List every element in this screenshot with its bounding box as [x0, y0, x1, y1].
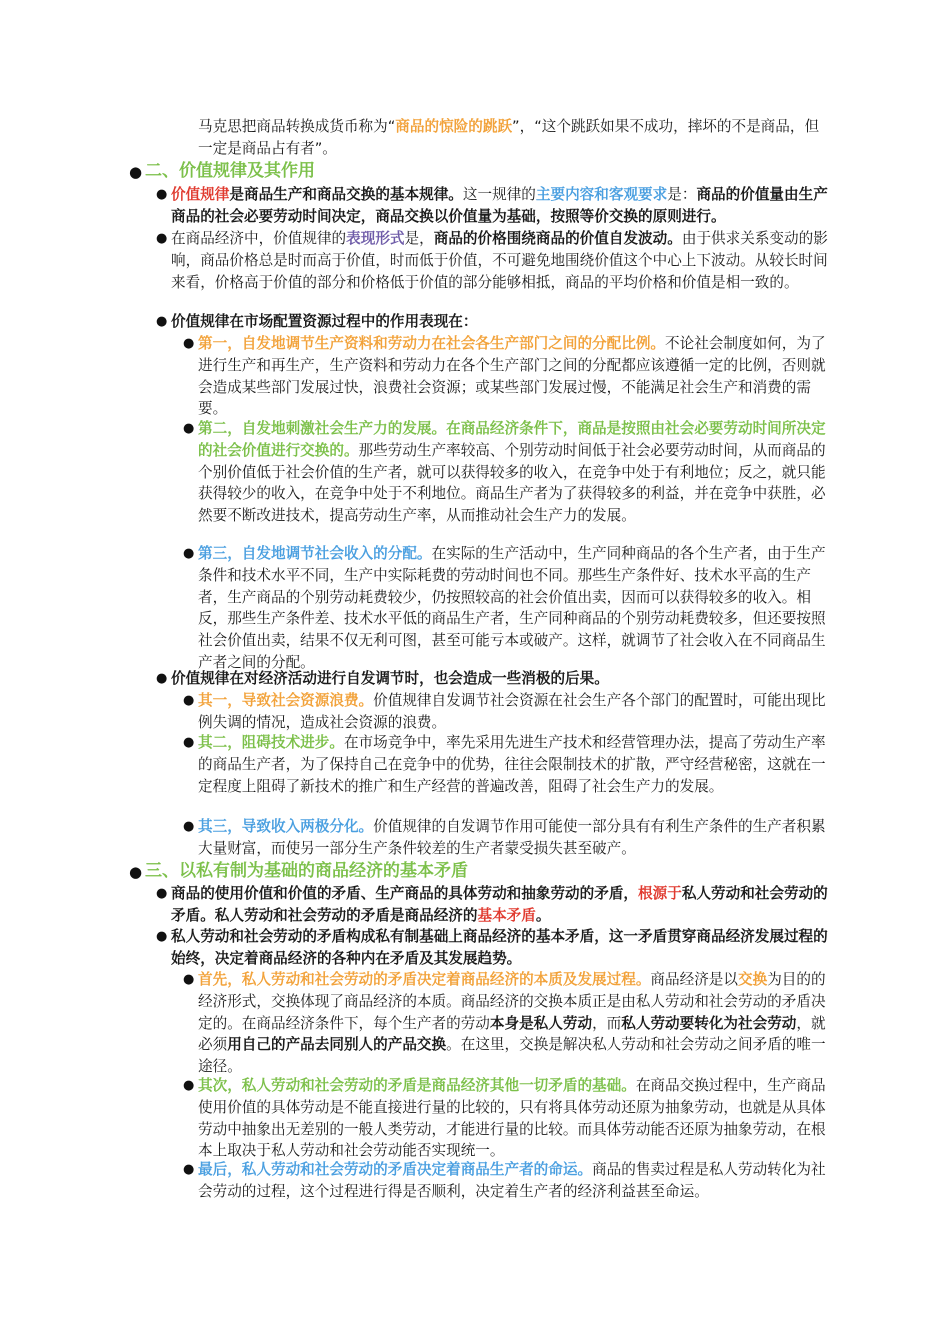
text: ，就必须: [198, 1014, 826, 1054]
bold-text: 。: [535, 906, 551, 924]
bullet-icon: ●: [183, 972, 195, 987]
bullet-icon: ●: [156, 671, 168, 686]
paragraph-negative: [171, 668, 835, 690]
contradiction-item-1: [198, 969, 826, 1078]
text: 价值规律的自发调节作用可能使一部分具有有利生产条件的生产者积累大量财富，而使另一部分生产条件较差的生产者蒙受损失甚至破产。: [198, 818, 826, 857]
text: 在商品经济中，价值规律的: [171, 230, 347, 247]
paragraph-value-law: [171, 184, 835, 228]
text: 商品的售卖过程是私人劳动转化为社会劳动的过程，这个过程进行得是否顺利，决定着生产者的经济利益甚至命运。: [198, 1161, 826, 1200]
bold-text: 价值规律在对经济活动进行自发调节时，也会造成一些消极的后果。: [171, 670, 609, 687]
section-heading-3: 三、以私有制为基础的商品经济的基本矛盾: [145, 861, 468, 881]
highlight-term: 第三，自发地调节社会收入的分配。: [198, 545, 432, 562]
role-item-1: [198, 333, 826, 420]
bold-text: 价值规律在市场配置资源过程中的作用表现在：: [171, 313, 478, 330]
negative-item-2: [198, 732, 826, 797]
bold-text: 私人劳动要转化为社会劳动: [621, 1014, 797, 1032]
text: 是：: [667, 186, 697, 203]
paragraph-contradiction: [171, 883, 835, 927]
bullet-icon: ●: [156, 187, 168, 202]
paragraph-role: [171, 311, 835, 333]
bullet-icon: ●: [183, 693, 195, 708]
role-item-3: [198, 543, 826, 674]
text: 为目的的经济形式，交换体现了商品经济的本质。商品经济的交换本质正是由私人劳动和社会劳动的矛盾决定的。在商品经济条件下，每个生产者的劳动: [198, 971, 826, 1032]
bold-text: 商品的价格围绕商品的价值自发波动。: [433, 230, 682, 247]
text: 那些劳动生产率较高、个别劳动时间低于社会必要劳动时间，从而商品的个别价值低于社会价值的生产者，就可以获得较多的收入，在竞争中处于有利地位；反之，就只能获得较少的收入，在竞争中处于不利地位。商品生产者为了获得较多的利益，并在竞争中获胜，必然要不断改进技术，提高劳动生产率，从而推动社会生产力的发展。: [198, 441, 826, 525]
text: 这一规律的: [462, 186, 536, 203]
bullet-icon: ●: [156, 314, 168, 329]
paragraph-value-form: [171, 228, 835, 293]
highlight-term: 根源于: [638, 885, 682, 902]
bold-text: 商品的价值量由生产商品的社会必要劳动时间决定，商品交换以价值量为基础，按照等价交换的原则进行。: [171, 186, 828, 225]
highlight-term: 表现形式: [346, 230, 405, 247]
contradiction-item-2: [198, 1075, 826, 1162]
bullet-icon: ●: [183, 336, 195, 351]
text: 马克思把商品转换成货币称为“: [198, 118, 396, 135]
bold-text: 商品的使用价值和价值的矛盾、生产商品的具体劳动和抽象劳动的矛盾，: [171, 885, 639, 902]
highlight-term: 其三，导致收入两极分化。: [198, 818, 374, 835]
highlight-term: 首先，私人劳动和社会劳动的矛盾决定着商品经济的本质及发展过程。: [198, 971, 651, 988]
contradiction-item-3: [198, 1159, 826, 1203]
text: 。在这里，交换是解决私人劳动和社会劳动之间矛盾的唯一途径。: [198, 1036, 826, 1076]
intro-paragraph: [198, 116, 826, 160]
bullet-icon: ●: [183, 1078, 195, 1093]
highlight-term: 最后，私人劳动和社会劳动的矛盾决定着商品生产者的命运。: [198, 1161, 593, 1178]
negative-item-3: [198, 816, 826, 860]
highlight-term: 其次，私人劳动和社会劳动的矛盾是商品经济其他一切矛盾的基础。: [198, 1077, 636, 1094]
bullet-icon: ●: [156, 886, 168, 901]
bold-text: 用自己的产品去同别人的产品交换: [227, 1036, 447, 1054]
section-heading-2: 二、价值规律及其作用: [145, 161, 315, 181]
highlight-term: 第一，自发地调节生产资料和劳动力在社会各生产部门之间的分配比例。: [198, 335, 666, 352]
negative-item-1: [198, 690, 826, 734]
highlight-term: 价值规律: [171, 186, 230, 203]
highlight-term: 商品的惊险的跳跃: [395, 118, 513, 135]
text: 在市场竞争中，率先采用先进生产技术和经营管理办法，提高了劳动生产率的商品生产者，为了保持自己在竞争中的优势，往往会限制技术的扩散，严守经营秘密，这就在一定程度上阻碍了新技术的推广和生产经营的普遍改善，阻碍了社会生产力的发展。: [198, 734, 826, 795]
highlight-term: 其二，阻碍技术进步。: [198, 734, 344, 751]
text: ，而: [592, 1014, 622, 1032]
highlight-term: 其一，导致社会资源浪费。: [198, 692, 374, 709]
bullet-icon: ●: [183, 546, 195, 561]
text: 价值规律自发调节社会资源在社会生产各个部门的配置时，可能出现比例失调的情况，造成社会资源的浪费。: [198, 692, 826, 731]
bold-text: 是商品生产和商品交换的基本规律。: [229, 186, 463, 203]
bullet-icon: ●: [183, 735, 195, 750]
text: 在实际的生产活动中，生产同种商品的各个生产者，由于生产条件和技术水平不同，生产中实际耗费的劳动时间也不同。那些生产条件好、技术水平高的生产者，生产商品的个别劳动耗费较少，仍按照较高的社会价值出卖，因而可以获得较多的收入。相反，那些生产条件差、技术水平低的商品生产者，生产同种商品的个别劳动耗费较多，但还要按照社会价值出卖，结果不仅无利可图，甚至可能亏本或破产。这样，就调节了社会收入在不同商品生产者之间的分配。: [198, 545, 826, 671]
text: 在商品交换过程中，生产商品使用价值的具体劳动是不能直接进行量的比较的，只有将具体劳动还原为抽象劳动，也就是从具体劳动中抽象出无差别的一般人类劳动，才能进行量的比较。而具体劳动能否还原为抽象劳动，在根本上取决于私人劳动和社会劳动能否实现统一。: [198, 1077, 826, 1160]
bullet-icon: ●: [156, 929, 168, 944]
bullet-icon: ●: [183, 819, 195, 834]
highlight-term: 第二，自发地刺激社会生产力的发展。在商品经济条件下，商品是按照由社会必要劳动时间所决定的社会价值进行交换的。: [198, 420, 826, 459]
text: 不论社会制度如何，为了进行生产和再生产，生产资料和劳动力在各个生产部门之间的分配都应该遵循一定的比例，否则就会造成某些部门发展过快，浪费社会资源；或某些部门发展过慢，不能满足社会生产和消费的需要。: [198, 335, 826, 418]
bullet-icon: ●: [183, 1162, 195, 1177]
bold-text: 私人劳动和社会劳动的矛盾。私人劳动和社会劳动的矛盾是商品经济的: [171, 885, 828, 924]
bold-text: 私人劳动和社会劳动的矛盾构成私有制基础上商品经济的基本矛盾，这一矛盾贯穿商品经济发展过程的始终，决定着商品经济的各种内在矛盾及其发展趋势。: [171, 928, 828, 967]
highlight-term: 交换: [738, 971, 768, 988]
highlight-term: 基本矛盾: [477, 906, 536, 924]
paragraph-basic-contradiction: [171, 926, 835, 970]
highlight-term: 主要内容和客观要求: [535, 186, 668, 203]
text: 商品经济是以: [650, 971, 738, 988]
text: 由于供求关系变动的影响，商品价格总是时而高于价值，时而低于价值，不可避免地围绕价值这个中心上下波动。从较长时间来看，价格高于价值的部分和价格低于价值的部分能够相抵，商品的平均价格和价值是相一致的。: [171, 230, 828, 291]
bold-text: 本身是私人劳动: [489, 1014, 593, 1032]
text: 是，: [404, 230, 434, 247]
bullet-icon: ●: [183, 421, 195, 436]
text: ”，“这个跳跃如果不成功，摔坏的不是商品，但一定是商品占有者”。: [198, 118, 820, 157]
role-item-2: [198, 418, 826, 527]
bullet-icon: ●: [129, 863, 143, 881]
bullet-icon: ●: [156, 231, 168, 246]
bullet-icon: ●: [129, 163, 143, 181]
